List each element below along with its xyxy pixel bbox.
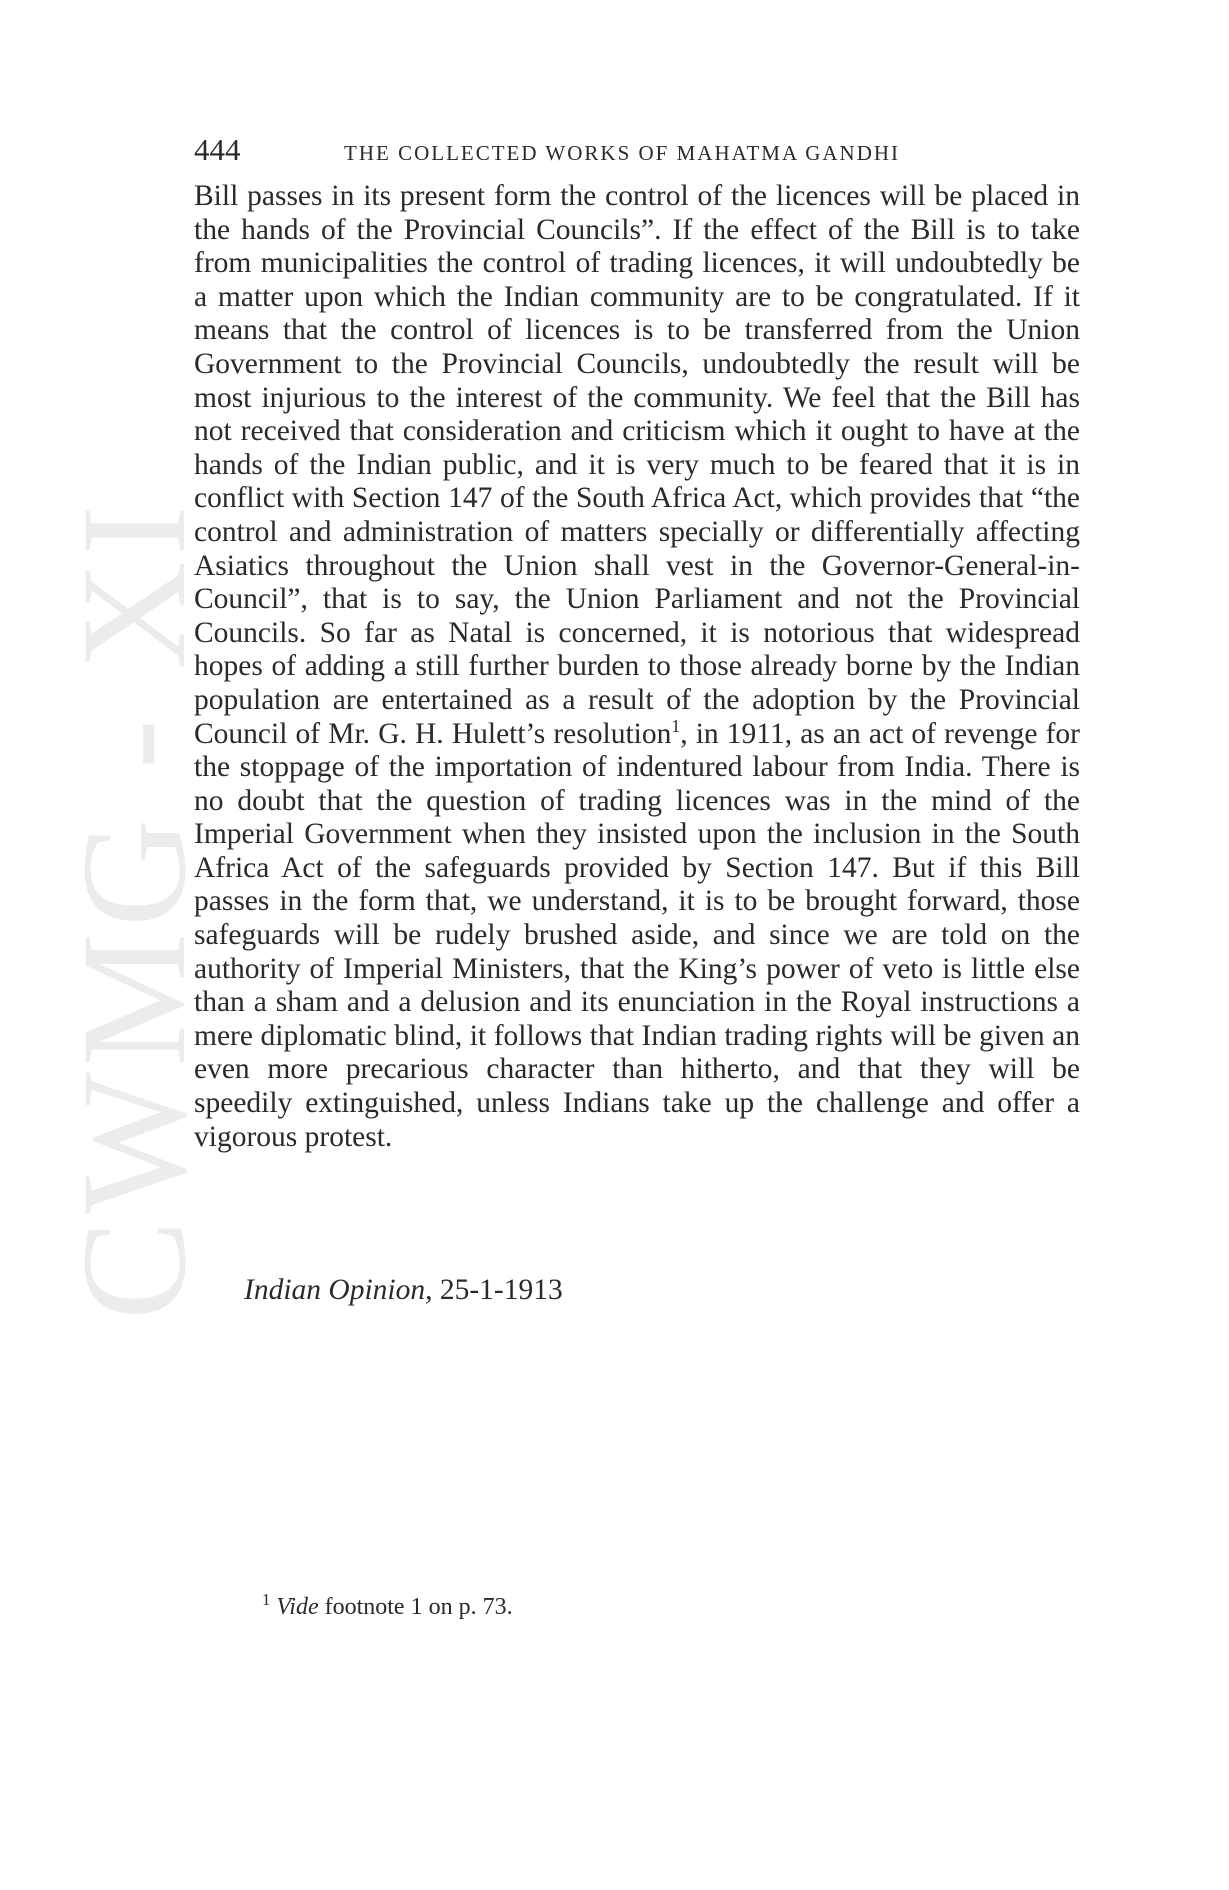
- body-text-part-2: , in 1911, as an act of revenge for the stoppage of the importation of indentured labour from India. There is no doubt that the question of trading licences was in the mind of the Imperial Government when they insisted upon the inclusion in the South Africa Act of the safeguards provided by Section 147. But if this Bill passes in the form that, we understand, it is to be brought forward, those safeguards will be rudely brushed aside, and since we are told on the authority of Imperial Ministers, that the King’s power of veto is little else than a sham and a delusion and its enunciation in the Royal instructions a mere diplomatic blind, it follows that Indian trading rights will be given an even more precarious character than hitherto, and that they will be speedily extinguished, unless Indians take up the challenge and offer a vigorous protest.: [194, 717, 1081, 1153]
- footnote-text: footnote 1 on p. 73.: [324, 1594, 513, 1620]
- running-head: THE COLLECTED WORKS OF MAHATMA GANDHI: [344, 141, 901, 165]
- source-date: 25-1-1913: [439, 1274, 563, 1306]
- footnote-vide: Vide: [276, 1594, 319, 1620]
- footnote: [262, 1592, 513, 1622]
- body-text-part-1: Bill passes in its present form the control of the licences will be placed in the hands of the Provincial Councils”. If the effect of the Bill is to take from municipalities the control of trading licences, it will undoubtedly be a matter upon which the Indian community are to be congratulated. If it means that the control of licences is to be transferred from the Union Government to the Provincial Councils, undoubtedly the result will be most injurious to the interest of the community. We feel that the Bill has not received that consideration and criticism which it ought to have at the hands of the Indian public, and it is very much to be feared that it is in conflict with Section 147 of the South Africa Act, which provides that “the control and administration of matters specially or differentially affecting Asiatics throughout the Union shall vest in the Governor-General-in-Council”, that is to say, the Union Parliament and not the Provincial Councils. So far as Natal is concerned, it is notorious that widespread hopes of adding a still further burden to those already borne by the Indian population are entertained as a result of the adoption by the Provincial Council of Mr. G. H. Hulett’s resolution: [194, 180, 1080, 750]
- watermark: CWMG - XI: [51, 499, 217, 1320]
- footnote-reference: 1: [671, 715, 681, 736]
- body-paragraph: [194, 180, 1080, 1154]
- page-number: 444: [194, 132, 241, 167]
- source-publication: Indian Opinion,: [244, 1274, 433, 1306]
- source-citation: [244, 1272, 563, 1308]
- page-header: [194, 130, 1080, 170]
- footnote-marker: 1: [262, 1590, 271, 1609]
